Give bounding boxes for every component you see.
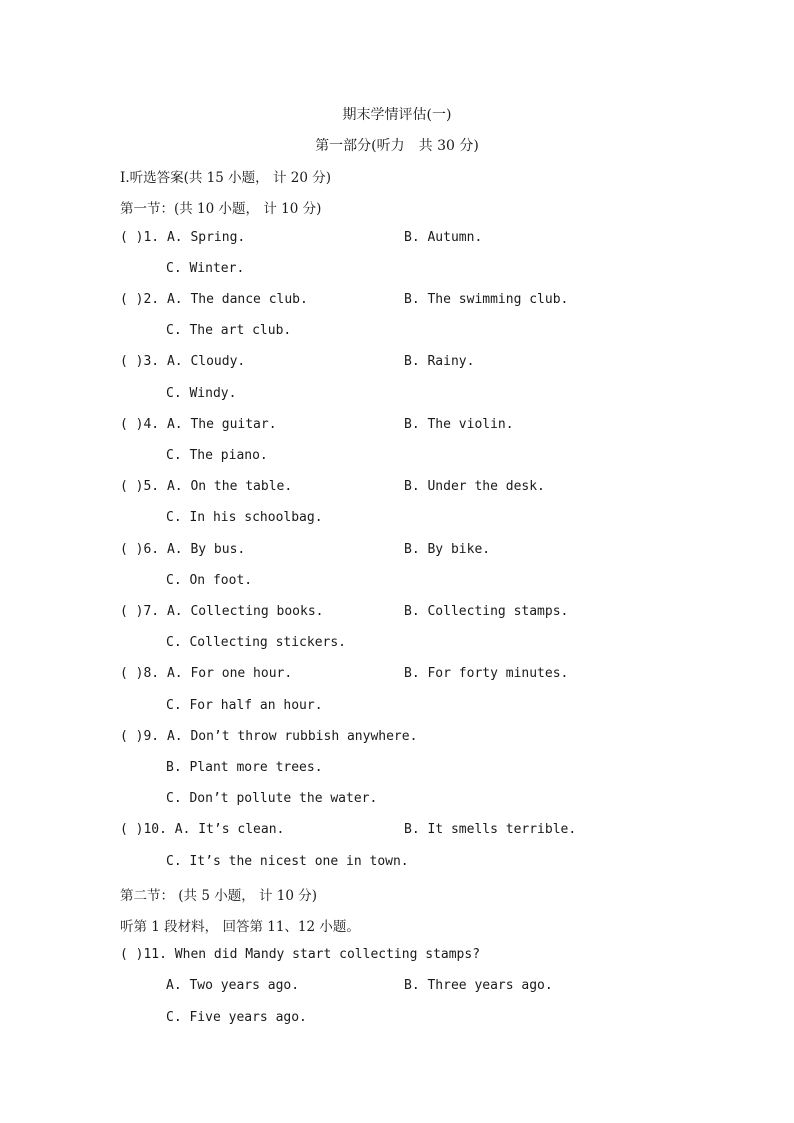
question-2-option-c: C. The art club. — [166, 323, 292, 338]
question-11-option-c: C. Five years ago. — [166, 1010, 307, 1025]
question-3-option-b: B. Rainy. — [404, 354, 475, 369]
question-2-stem: ( )2. A. The dance club. — [120, 292, 308, 307]
question-7-stem: ( )7. A. Collecting books. — [120, 604, 324, 619]
question-7-option-b: B. Collecting stamps. — [404, 604, 569, 619]
question-10-option-b: B. It smells terrible. — [404, 822, 577, 837]
question-3-stem: ( )3. A. Cloudy. — [120, 354, 246, 369]
question-9-option-b: B. Plant more trees. — [166, 760, 323, 775]
question-8-stem: ( )8. A. For one hour. — [120, 666, 293, 681]
question-5-option-c: C. In his schoolbag. — [166, 510, 323, 525]
subsection-1-heading: 第一节：(共 10 小题， 计 10 分) — [120, 201, 322, 217]
question-11-option-a: A. Two years ago. — [166, 978, 300, 993]
subsection-2-heading: 第二节： (共 5 小题， 计 10 分) — [120, 888, 318, 904]
question-1-stem: ( )1. A. Spring. — [120, 230, 246, 245]
question-5-option-b: B. Under the desk. — [404, 479, 545, 494]
question-9-option-c: C. Don’t pollute the water. — [166, 791, 378, 806]
question-6-stem: ( )6. A. By bus. — [120, 542, 246, 557]
section-heading: Ⅰ.听选答案(共 15 小题， 计 20 分) — [120, 170, 331, 186]
question-4-stem: ( )4. A. The guitar. — [120, 417, 277, 432]
question-10-stem: ( )10. A. It’s clean. — [120, 822, 285, 837]
question-11-option-b: B. Three years ago. — [404, 978, 553, 993]
question-11-stem: ( )11. When did Mandy start collecting stamps? — [120, 947, 481, 962]
question-7-option-c: C. Collecting stickers. — [166, 635, 347, 650]
material-instruction: 听第 1 段材料， 回答第 11、12 小题。 — [120, 919, 360, 935]
question-1-option-b: B. Autumn. — [404, 230, 483, 245]
part-heading: 第一部分(听力 共 30 分) — [315, 138, 479, 154]
question-10-option-c: C. It’s the nicest one in town. — [166, 854, 409, 869]
question-6-option-c: C. On foot. — [166, 573, 253, 588]
question-1-option-c: C. Winter. — [166, 261, 245, 276]
question-9-stem: ( )9. A. Don’t throw rubbish anywhere. — [120, 729, 418, 744]
question-4-option-b: B. The violin. — [404, 417, 514, 432]
question-8-option-c: C. For half an hour. — [166, 698, 323, 713]
question-2-option-b: B. The swimming club. — [404, 292, 569, 307]
question-6-option-b: B. By bike. — [404, 542, 491, 557]
question-4-option-c: C. The piano. — [166, 448, 268, 463]
exam-title: 期末学情评估(一) — [342, 107, 452, 123]
question-5-stem: ( )5. A. On the table. — [120, 479, 293, 494]
question-3-option-c: C. Windy. — [166, 386, 237, 401]
question-8-option-b: B. For forty minutes. — [404, 666, 569, 681]
